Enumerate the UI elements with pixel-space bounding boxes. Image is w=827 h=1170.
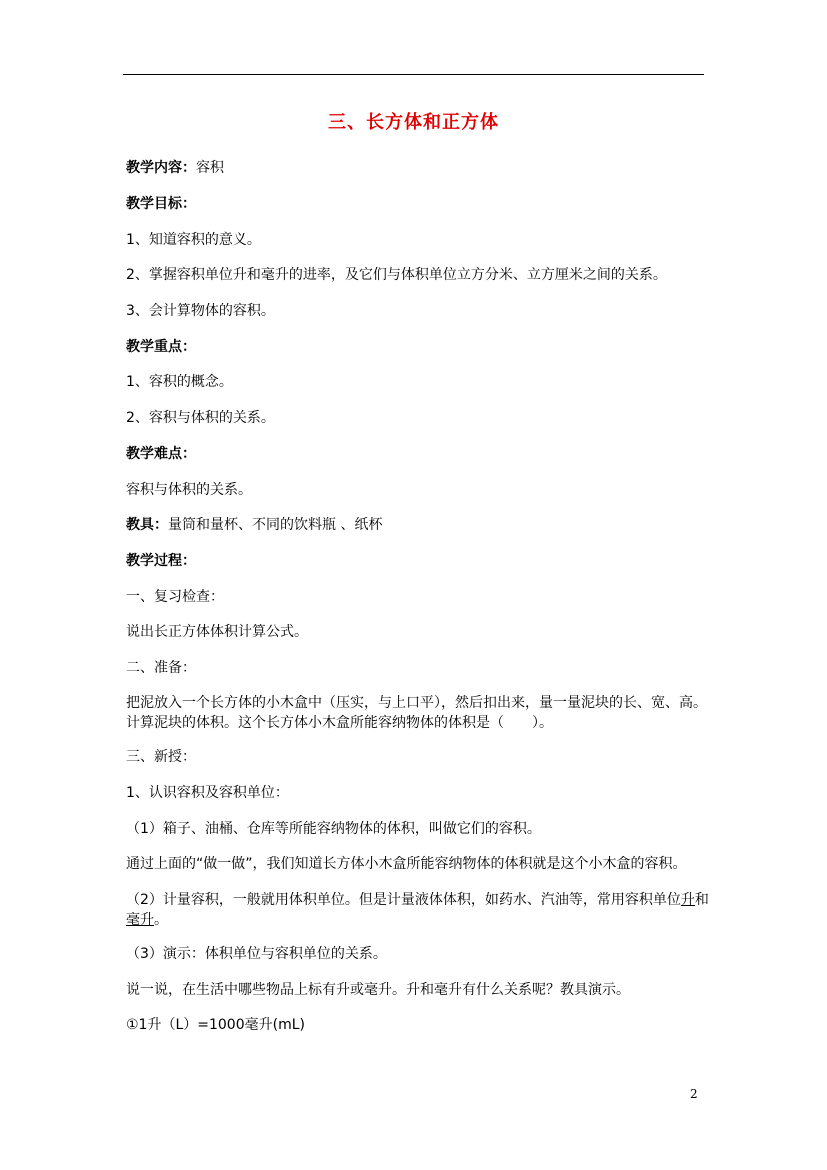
difficulty-heading: 教学难点： — [126, 446, 196, 462]
tools-row — [126, 515, 716, 535]
substep-3: （3）演示：体积单位与容积单位的关系。 — [126, 946, 387, 962]
tools-value: 量筒和量杯、不同的饮料瓶 、纸杯 — [168, 517, 383, 533]
substep-2-text: （2）计量容积，一般就用体积单位。但是计量液体体积，如药水、汽油等，常用容积单位 — [126, 892, 681, 908]
unit-milliliter: 毫升 — [126, 912, 154, 928]
key-points-heading: 教学重点： — [126, 339, 196, 355]
page-number: 2 — [690, 1087, 698, 1101]
header-rule — [123, 74, 704, 75]
page-title: 三、长方体和正方体 — [328, 112, 499, 133]
unit-liter: 升 — [680, 892, 695, 908]
content-row — [126, 158, 716, 178]
substep-2-end: 。 — [154, 912, 168, 928]
substep-1: （1）箱子、油桶、仓库等所能容纳物体的体积，叫做它们的容积。 — [126, 821, 541, 837]
goal-item-1: 1、知道容积的意义。 — [126, 232, 261, 248]
review-heading: 一、复习检查： — [126, 589, 224, 605]
prep-heading: 二、准备： — [126, 660, 196, 676]
goals-heading: 教学目标： — [126, 196, 196, 212]
process-heading: 教学过程： — [126, 553, 196, 569]
new-heading: 三、新授： — [126, 749, 196, 765]
key-point-1: 1、容积的概念。 — [126, 374, 233, 390]
step-1: 1、认识容积及容积单位： — [126, 785, 289, 801]
content-value: 容积 — [196, 160, 224, 176]
substep-3b: 说一说，在生活中哪些物品上标有升或毫升。升和毫升有什么关系呢？教具演示。 — [126, 982, 630, 998]
prep-text: 把泥放入一个长方体的小木盒中（压实，与上口平），然后扣出来，量一量泥块的长、宽、高。计算泥块的体积。这个长方体小木盒所能容纳物体的体积是（ ）。 — [126, 695, 707, 731]
tools-label: 教具： — [126, 517, 168, 533]
content-label: 教学内容： — [126, 160, 196, 176]
review-text: 说出长正方体体积计算公式。 — [126, 624, 308, 640]
goal-item-2: 2、掌握容积单位升和毫升的进率，及它们与体积单位立方分米、立方厘米之间的关系。 — [126, 267, 667, 283]
key-point-2: 2、容积与体积的关系。 — [126, 410, 275, 426]
substep-2-and: 和 — [694, 892, 709, 908]
substep-2 — [126, 890, 716, 930]
goal-item-3: 3、会计算物体的容积。 — [126, 303, 275, 319]
formula: ①1升（L）=1000毫升(mL) — [126, 1017, 305, 1033]
difficulty-text: 容积与体积的关系。 — [126, 482, 252, 498]
substep-1b: 通过上面的“做一做”，我们知道长方体小木盒所能容纳物体的体积就是这个小木盒的容积。 — [126, 856, 687, 872]
